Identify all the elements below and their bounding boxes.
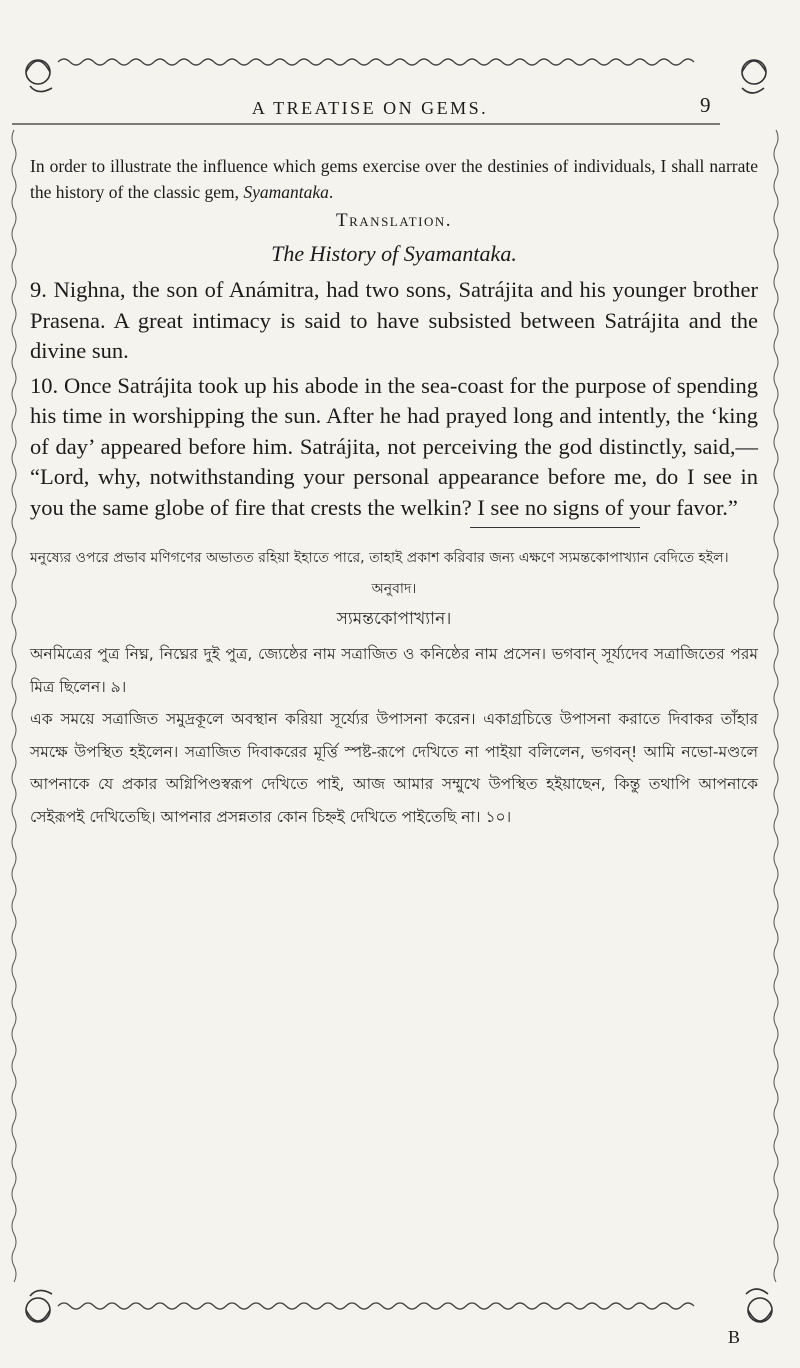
page-number: 9 bbox=[700, 93, 711, 117]
bengali-translation-label: অনুবাদ। bbox=[371, 581, 417, 597]
gem-name: Syamantaka bbox=[243, 181, 329, 202]
translation-heading: Translation. bbox=[336, 210, 452, 231]
story-heading: The History of Syamantaka. bbox=[271, 241, 517, 266]
intro-text: In order to illustrate the influence which gems exercise over the destinies of individuals, I shall narrate the history of the classic gem, bbox=[30, 156, 758, 202]
paragraph-10: 10. Once Satrájita took up his abode in the sea-coast for the purpose of spending his time in worshipping the sun. After he had prayed long and intently, the ‘king of day’ appeared before him. Satrájita, not perceiving the god distinctly, said,— “Lord, why, notwithstanding your personal appearance before me, do I see in you the same globe of fire that crests the welkin? I see no signs of your favor.” bbox=[30, 372, 758, 520]
signature-mark: B bbox=[728, 1327, 741, 1347]
section-divider bbox=[470, 527, 640, 528]
page-content bbox=[30, 154, 758, 833]
bengali-paragraph-10: এক সময়ে সত্রাজিত সমুদ্রকূলে অবস্থান করিয়া সূর্য্যের উপাসনা করেন। একাগ্রচিত্তে উপাসনা করাতে দিবাকর তাঁহার সমক্ষে উপস্থিত হইলেন। সত্রাজিত দিবাকরের মূর্ত্তি স্পষ্ট-রূপে দেখিতে না পাইয়া বলিলেন, ভগবন্! আমি নভো-মণ্ডলে আপনাকে যে প্রকার অগ্নিপিণ্ডস্বরূপ দেখিতে পাই, আজ আমার সম্মুখে উপস্থিত হইয়াছেন, কিন্তু তথাপি আপনাকে সেইরূপই দেখিতেছি। আপনার প্রসন্নতার কোন চিহ্নই দেখিতে পাইতেছি না। ১০। bbox=[30, 710, 758, 826]
paragraph-9: 9. Nighna, the son of Anámitra, had two sons, Satrájita and his younger brother Prasena. A great intimacy is said to have subsisted between Satrájita and the divine sun. bbox=[30, 277, 758, 363]
running-header: A TREATISE ON GEMS. bbox=[251, 98, 489, 118]
bengali-paragraph-9: অনমিত্রের পুত্র নিঘ্ন, নিঘ্নের দুই পুত্র, জ্যেষ্ঠের নাম সত্রাজিত ও কনিষ্ঠের নাম প্রসেন। ভগবান্ সূর্য্যদেব সত্রাজিতের পরম মিত্র ছিলেন। ৯। bbox=[30, 645, 758, 696]
bengali-intro: মনুষ্যের ওপরে প্রভাব মণিগণের অভাতত রহিয়া ইহাতে পারে, তাহাই প্রকাশ করিবার জন্য এক্ষণে স্যমন্তকোপাখ্যান বেদিতে হইল। bbox=[30, 550, 729, 566]
bengali-story-title: স্যমন্তকোপাখ্যান। bbox=[336, 609, 452, 629]
intro-end: . bbox=[328, 181, 334, 202]
intro-paragraph bbox=[30, 154, 758, 205]
